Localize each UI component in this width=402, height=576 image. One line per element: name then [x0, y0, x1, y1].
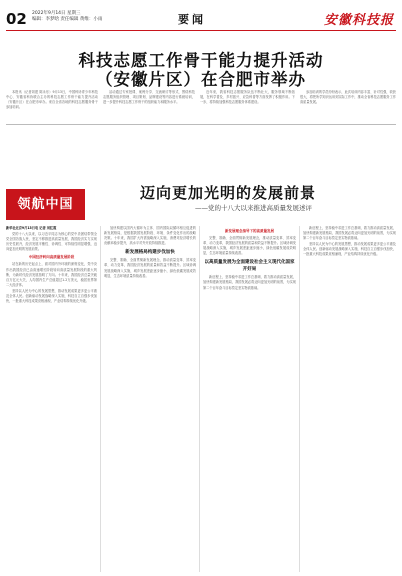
article2-subhead-2: 新发展格局构建步伐加快 [125, 250, 175, 256]
article1-headline-line1: 科技志愿工作骨干能力提升活动 [78, 51, 324, 70]
column-rule [299, 226, 300, 572]
article1-headline-line2: （安徽片区）在合肥市举办 [96, 70, 306, 89]
page-header [0, 0, 402, 34]
newspaper-logo: 安徽科技报 [323, 13, 394, 28]
article1-text-1: 本报讯（记者刘建 陈永东）9月13日，中国科协青少年科技中心、安徽省科协联合主办的科技志愿工作骨干能力提升活动（安徽片区）在合肥市举办。来自全省各地的科技志愿服务骨干参加培训。 [6, 90, 98, 110]
article2-body-4: 完整、准确、全面贯彻新发展理念，推动质量变革、效率变革、动力变革，我国经济发展的质量和效益不断提升。区域协调发展战略深入实施，城乡发展差距逐步缩小，绿色低碳发展成效明显，生态环境质量持续改善。 [104, 258, 196, 278]
article2-subhead-4: 以高质量发展为全面建设社会主义现代化国家开好局 [204, 260, 295, 273]
article2-title: 迈向更加光明的发展前景 [140, 184, 317, 202]
article2-body-7: 新征程上，坚持稳中求进工作总基调，着力推动高质量发展，加快构建新发展格局，我国发展必将迈向更加光明的前景，为实现第二个百年奋斗目标奠定坚实物质基础。 [303, 226, 396, 241]
article2-source: 新华社北京9月13日电 记者 刘红霞 [6, 226, 57, 230]
section-title: 要闻 [178, 13, 206, 26]
column-rule [199, 226, 200, 572]
article2-column-2 [104, 226, 196, 572]
article2-body-1: 站在新的历史起点上，面对国内外环境的深刻变化，党中央作出我国经济已由高速增长阶段转向高质量发展阶段的重大判断，为新时代经济发展指明了方向。十年来，我国经济总量突破百万亿元大关，人均国内生产总值超过1.2万美元，稳居世界第二大经济体。 [6, 262, 97, 287]
article1-column-4 [300, 90, 396, 123]
article2-body-8: 坚持以人民为中心的发展思想，推动发展成果更多更公平惠及全体人民。创新驱动发展战略深入实施，科技自立自强步伐加快，一批重大科技成果竞相涌现，产业结构持续优化升级。 [303, 242, 396, 257]
article-divider [6, 124, 396, 125]
page-number: 02 [6, 10, 27, 28]
issue-editors: 编辑：李梦晗 责任编辑 黄维：小雨 [32, 17, 103, 22]
article2-column-1 [6, 226, 97, 572]
article1-text-3: 近年来，我省科技志愿服务队伍不断壮大，服务领域不断拓展，在科学普及、乡村振兴、应急科普等方面发挥了积极作用。下一步，将持续加强科技志愿服务体系建设。 [200, 90, 295, 105]
article2-subhead-1: 中国经济转向高质量发展阶段 [28, 255, 75, 260]
article2-body-5: 完整、准确、全面贯彻新发展理念，推动质量变革、效率变革、动力变革，我国经济发展的质量和效益不断提升。区域协调发展战略深入实施，城乡发展差距逐步缩小，绿色低碳发展成效明显，生态环境质量持续改善。 [203, 236, 296, 256]
article2-body-2: 坚持以人民为中心的发展思想，推动发展成果更多更公平惠及全体人民。创新驱动发展战略深入实施，科技自立自强步伐加快，一批重大科技成果竞相涌现，产业结构持续优化升级。 [6, 288, 97, 304]
article2-subtitle: ——党的十八大以来推进高质量发展述评 [195, 204, 312, 212]
article2-body-3: 加快构建以国内大循环为主体、国内国际双循环相互促进的新发展格局，是根据我国发展阶段、环境、条件变化作出的战略决策。十年来，我国扩大内需战略深入实施，消费对经济增长的贡献率稳步提升，高水平对外开放持续推进。 [104, 226, 196, 246]
article2-subhead-3: 新发展理念指导下的高质量发展 [225, 229, 274, 233]
article1-column-2 [103, 90, 195, 123]
article1-text-4: 参加培训的学员纷纷表示，此次培训内容丰富、针对性强，收获很大，将把所学知识运用到实际工作中，推动全省科技志愿服务工作高质量发展。 [300, 90, 396, 105]
article2-body-6: 新征程上，坚持稳中求进工作总基调，着力推动高质量发展，加快构建新发展格局，我国发展必将迈向更加光明的前景，为实现第二个百年奋斗目标奠定坚实物质基础。 [203, 275, 296, 290]
article2-column-4 [303, 226, 396, 572]
series-banner: 领航中国 [6, 189, 85, 220]
article1-text-2: 活动通过专家授课、案例分享、交流研讨等形式，围绕科技志愿服务组织管理、项目策划、品牌建设等内容进行系统培训，进一步提升科技志愿工作骨干的组织能力和服务水平。 [103, 90, 195, 105]
header-rule [6, 30, 396, 31]
article2-column-3 [203, 226, 296, 572]
issue-date: 2022年9月14日 星期三 [32, 11, 81, 16]
article1-column-3 [200, 90, 295, 123]
issue-meta [32, 11, 112, 23]
article2-intro: 党的十八大以来，以习近平同志为核心的党中央团结带领全党全国各族人民，坚定不移推进高质量发展，我国经济实力实现历史性跃升，经济发展平衡性、协调性、可持续性明显增强，迈向更加光明的发展前景。 [6, 232, 97, 252]
article1-column-1 [6, 90, 98, 123]
column-rule [100, 226, 101, 572]
